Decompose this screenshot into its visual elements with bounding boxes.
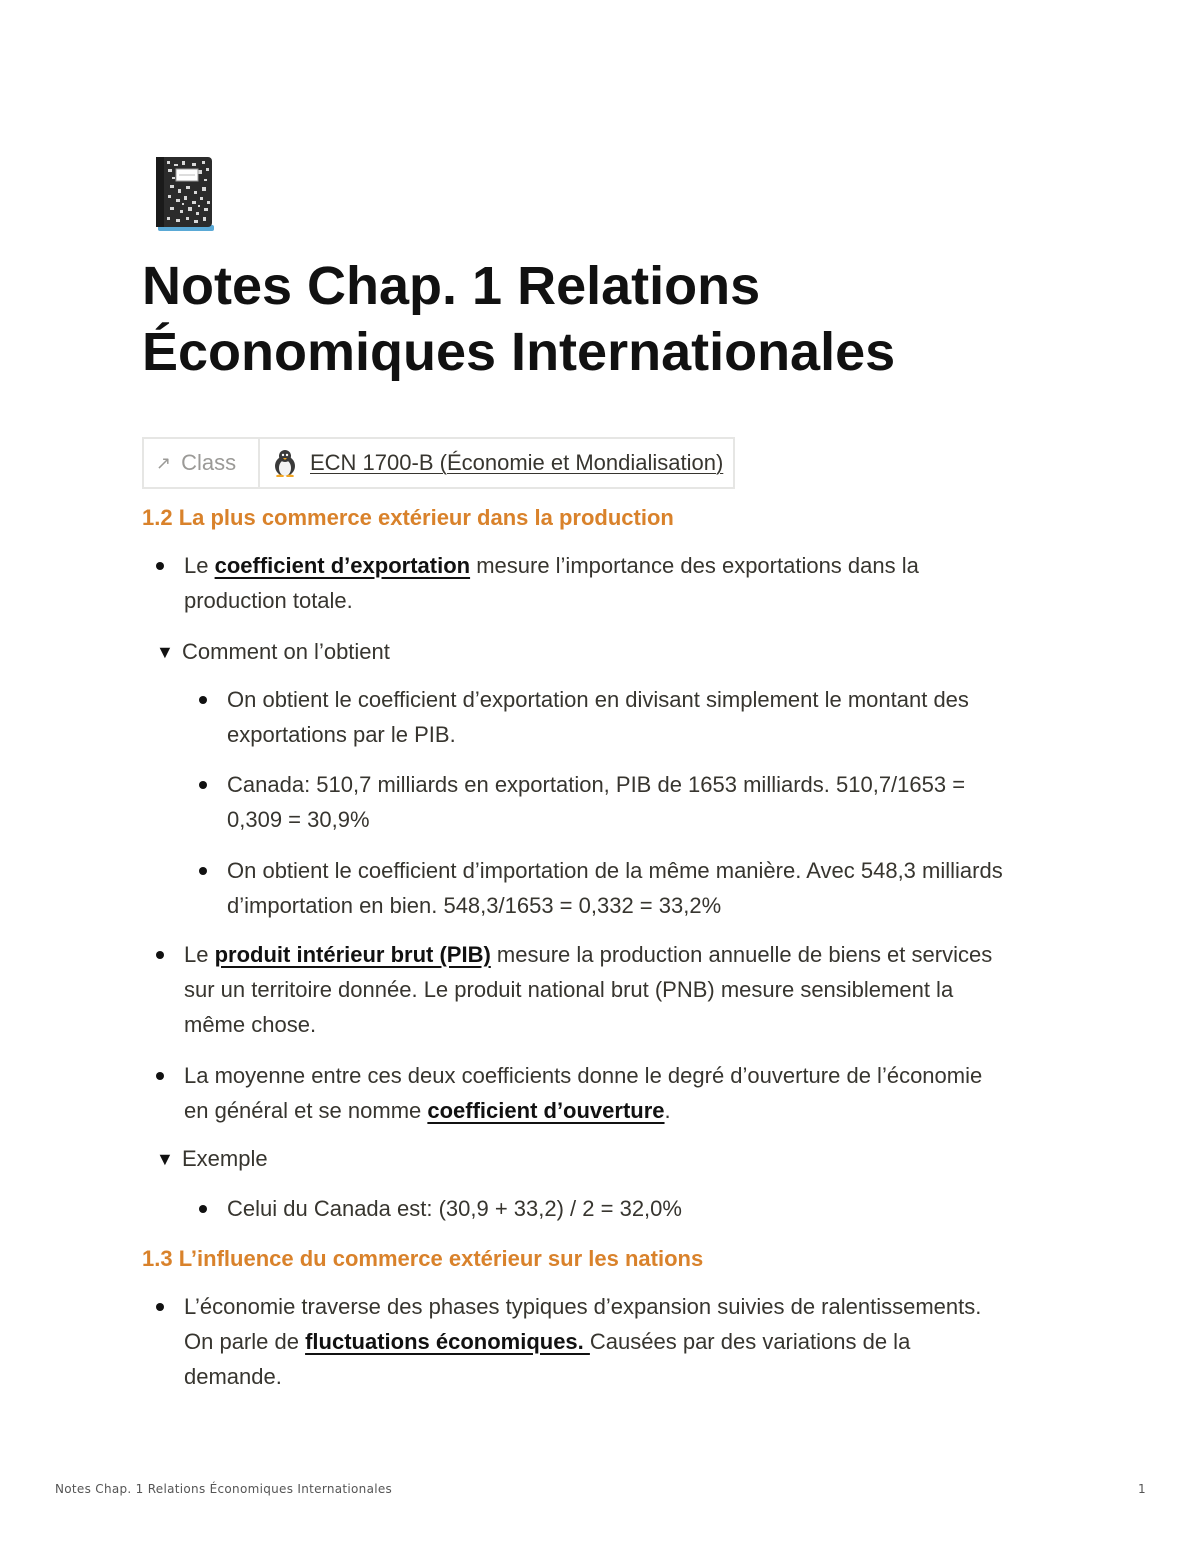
list-item: Celui du Canada est: (30,9 + 33,2) / 2 = 32,0% — [227, 1191, 682, 1226]
property-key-label: Class — [181, 450, 237, 475]
list-item: Canada: 510,7 milliards en exportation, PIB de 1653 milliards. 510,7/1653 = 0,309 = 30,9% — [227, 767, 965, 837]
bullet-dot — [199, 1205, 207, 1213]
key-term: fluctuations économiques. — [305, 1329, 590, 1354]
key-term: coefficient d’exportation — [214, 553, 471, 578]
page-number: 1 — [1138, 1482, 1146, 1496]
list-item: On obtient le coefficient d’exportation en divisant simplement le montant des exportations par le PIB. — [227, 682, 969, 752]
triangle-down-icon[interactable]: ▼ — [156, 1149, 174, 1169]
bullet-dot — [199, 867, 207, 875]
section-heading: 1.2 La plus commerce extérieur dans la production — [142, 505, 674, 530]
property-row — [142, 437, 735, 489]
bullet-dot — [156, 951, 164, 959]
list-item: La moyenne entre ces deux coefficients donne le degré d’ouverture de l’économie en général et se nomme coefficient d’ouverture. — [184, 1058, 982, 1128]
toggle-label: Comment on l’obtient — [182, 639, 390, 664]
list-item: On obtient le coefficient d’importation de la même manière. Avec 548,3 milliards d’importation en bien. 548,3/1653 = 0,332 = 33,2% — [227, 853, 1003, 923]
key-term: coefficient d’ouverture — [427, 1098, 665, 1123]
section-heading: 1.3 L’influence du commerce extérieur sur les nations — [142, 1246, 704, 1271]
property-value[interactable] — [260, 439, 733, 487]
toggle-block[interactable] — [156, 1144, 268, 1174]
toggle-block[interactable] — [156, 637, 390, 667]
list-item: Le coefficient d’exportation mesure l’importance des exportations dans la production totale. — [184, 548, 919, 618]
list-item: L’économie traverse des phases typiques d’expansion suivies de ralentissements. On parle de fluctuations économiques. Causées par des variations de la demande. — [184, 1289, 981, 1394]
list-item: Le produit intérieur brut (PIB) mesure la production annuelle de biens et services sur un territoire donnée. Le produit national brut (PNB) mesure sensiblement la même chose. — [184, 937, 992, 1042]
property-key — [144, 439, 260, 487]
key-term: produit intérieur brut (PIB) — [214, 942, 491, 967]
bullet-dot — [156, 1072, 164, 1080]
bullet-dot — [199, 696, 207, 704]
toggle-label: Exemple — [182, 1146, 268, 1171]
triangle-down-icon[interactable]: ▼ — [156, 642, 174, 662]
bullet-dot — [199, 781, 207, 789]
notebook-icon — [152, 155, 216, 231]
class-link[interactable]: ECN 1700-B (Économie et Mondialisation) — [310, 450, 724, 475]
page-title: Notes Chap. 1 Relations Économiques Internationales — [142, 256, 896, 382]
bullet-dot — [156, 562, 164, 570]
penguin-icon — [272, 449, 298, 477]
footer-title: Notes Chap. 1 Relations Économiques Internationales — [55, 1482, 393, 1496]
arrow-up-right-icon: ↗ — [156, 452, 172, 473]
bullet-dot — [156, 1303, 164, 1311]
